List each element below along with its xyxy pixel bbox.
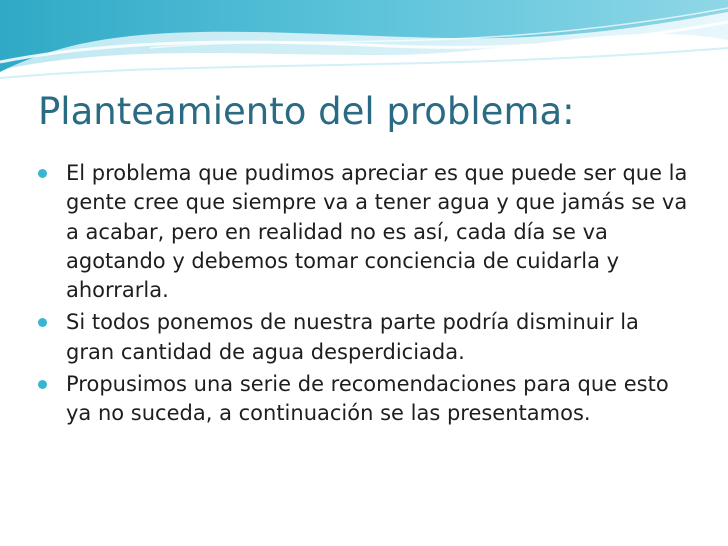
bullet-item <box>38 308 688 367</box>
header-wave-decoration <box>0 0 728 90</box>
slide-title: Planteamiento del problema: <box>38 90 575 133</box>
bullet-text: El problema que pudimos apreciar es que puede ser que la gente cree que siempre va a tener agua y que jamás se va a acabar, pero en realidad no es así, cada día se va agotando y debemos tomar conciencia de cuidarla y ahorrarla. <box>66 161 688 303</box>
bullet-list <box>38 159 688 432</box>
bullet-dot-icon <box>38 169 47 178</box>
bullet-dot-icon <box>38 380 47 389</box>
bullet-item <box>38 159 688 305</box>
bullet-item <box>38 370 688 429</box>
bullet-text: Si todos ponemos de nuestra parte podría disminuir la gran cantidad de agua desperdiciada. <box>66 310 639 364</box>
bullet-dot-icon <box>38 318 47 327</box>
bullet-text: Propusimos una serie de recomendaciones para que esto ya no suceda, a continuación se las presentamos. <box>66 372 669 426</box>
